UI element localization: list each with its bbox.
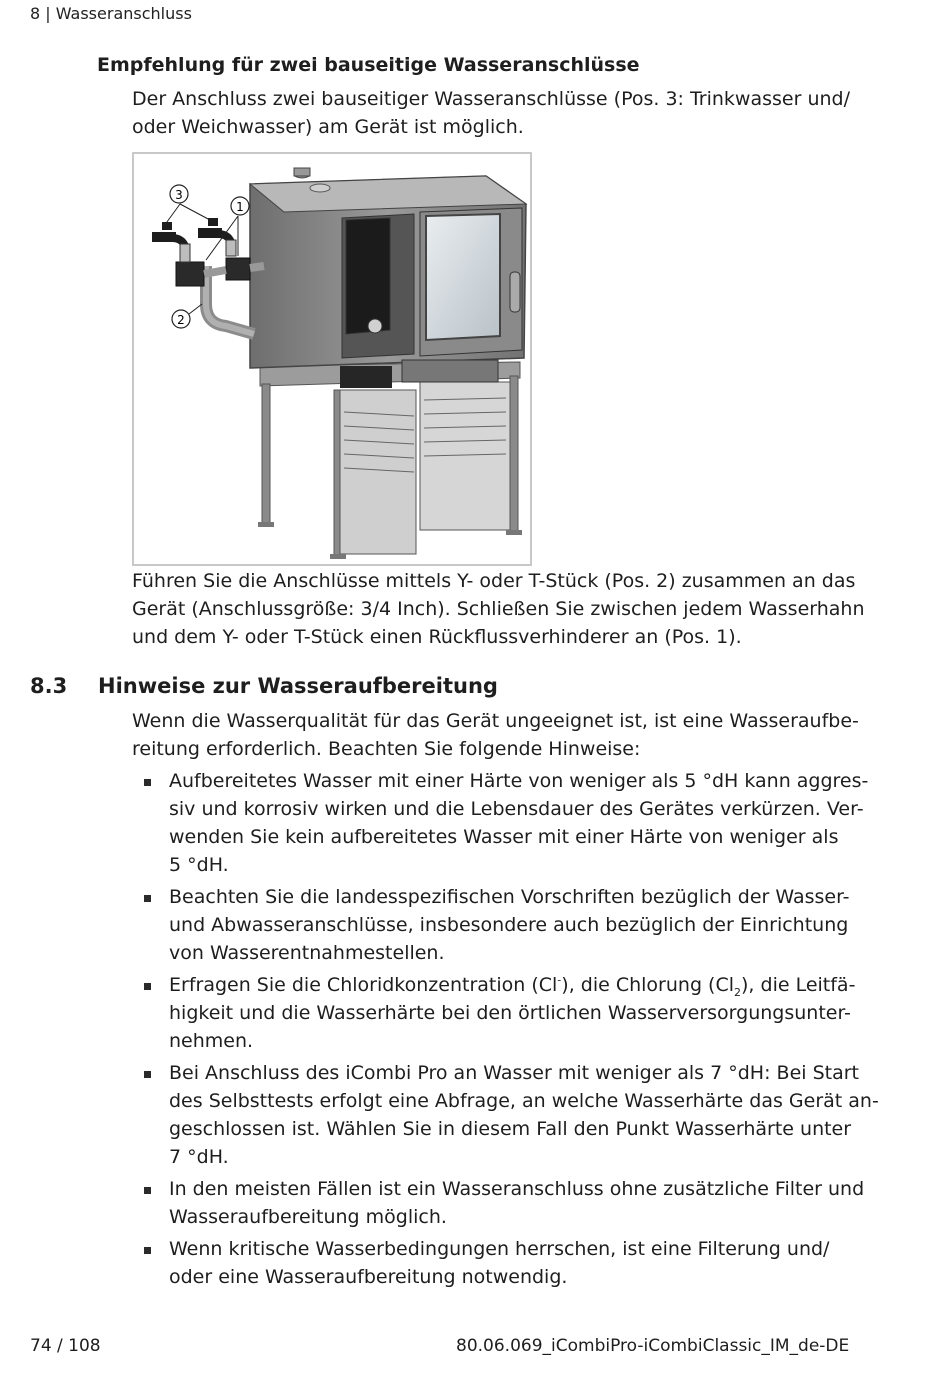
bullet-icon [144,1187,151,1194]
callout-2-label: 2 [177,313,185,327]
list-item: Erfragen Sie die Chloridkonzentration (Cl-), die Chlorung $(Cl_2)$, die Leitfä- higkeit und die Wasserhärte bei den örtlichen Wasserversorgungsunter- nehmen. [143,971,903,1055]
document-id: 80.06.069_iCombiPro-iCombiClassic_IM_de-DE [456,1336,850,1356]
section-number: 8.3 [30,674,68,698]
callout-3 [164,185,210,226]
hints-list [143,767,903,1295]
caption-line: Führen Sie die Anschlüsse mittels Y- oder T-Stück (Pos. 2) zusammen an das [132,570,856,592]
section-intro-line: reitung erforderlich. Beachten Sie folgende Hinweise: [132,738,641,760]
bullet-icon [144,1247,151,1254]
list-item: Bei Anschluss des iCombi Pro an Wasser mit weniger als 7 °dH: Bei Start des Selbsttests erfolgt eine Abfrage, an welche Wasserhärte das Gerät an- geschlossen ist. Wählen Sie in diesem Fall den Punkt Wasserhärte unter 7 °dH. [143,1059,903,1171]
bullet-icon [144,983,151,990]
appliance-figure [132,152,532,566]
water-tap-icon [152,222,190,262]
page-number: 74 / 108 [30,1336,101,1356]
combi-steamer-illustration [134,154,530,564]
caption-line: und dem Y- oder T-Stück einen Rückflussverhinderer an (Pos. 1). [132,626,742,648]
callout-3-label: 3 [175,188,183,202]
oven-body [250,168,526,388]
list-item: Aufbereitetes Wasser mit einer Härte von weniger als 5 °dH kann aggres- siv und korrosiv wirken und die Lebensdauer des Gerätes verkürzen. Ver- wenden Sie kein aufbereitetes Wasser mit einer Härte von weniger als 5 °dH. [143,767,903,879]
caption-line: Gerät (Anschlussgröße: 3/4 Inch). Schließen Sie zwischen jedem Wasserhahn [132,598,865,620]
callout-1-label: 1 [236,200,244,214]
stand [258,362,522,559]
bullet-icon [144,895,151,902]
subheading: Empfehlung für zwei bauseitige Wasseranschlüsse [97,54,640,76]
intro-line: Der Anschluss zwei bauseitiger Wasseranschlüsse (Pos. 3: Trinkwasser und/ [132,88,850,110]
intro-line: oder Weichwasser) am Gerät ist möglich. [132,116,524,138]
list-item: Beachten Sie die landesspezifischen Vorschriften bezüglich der Wasser- und Abwasseranschlüsse, insbesondere auch bezüglich der Einrichtung von Wasserentnahmestellen. [143,883,903,967]
callout-2 [172,304,202,328]
section-title: Hinweise zur Wasseraufbereitung [98,674,498,698]
bullet-icon [144,779,151,786]
section-intro [132,707,859,763]
intro-paragraph [132,85,850,141]
running-header: 8 | Wasseranschluss [30,4,192,23]
water-connection-assembly [152,218,264,334]
water-tap-icon [198,218,236,256]
chloride-line: Erfragen Sie die Chloridkonzentration (Cl-), die Chlorung $(Cl_2)$, die Leitfä- [169,973,856,999]
list-item: Wenn kritische Wasserbedingungen herrschen, ist eine Filterung und/ oder eine Wasseraufbereitung notwendig. [143,1235,903,1291]
bullet-icon [144,1071,151,1078]
section-intro-line: Wenn die Wasserqualität für das Gerät ungeeignet ist, ist eine Wasseraufbe- [132,710,859,732]
list-item: In den meisten Fällen ist ein Wasseranschluss ohne zusätzliche Filter und Wasseraufbereitung möglich. [143,1175,903,1231]
figure-caption [132,567,865,651]
